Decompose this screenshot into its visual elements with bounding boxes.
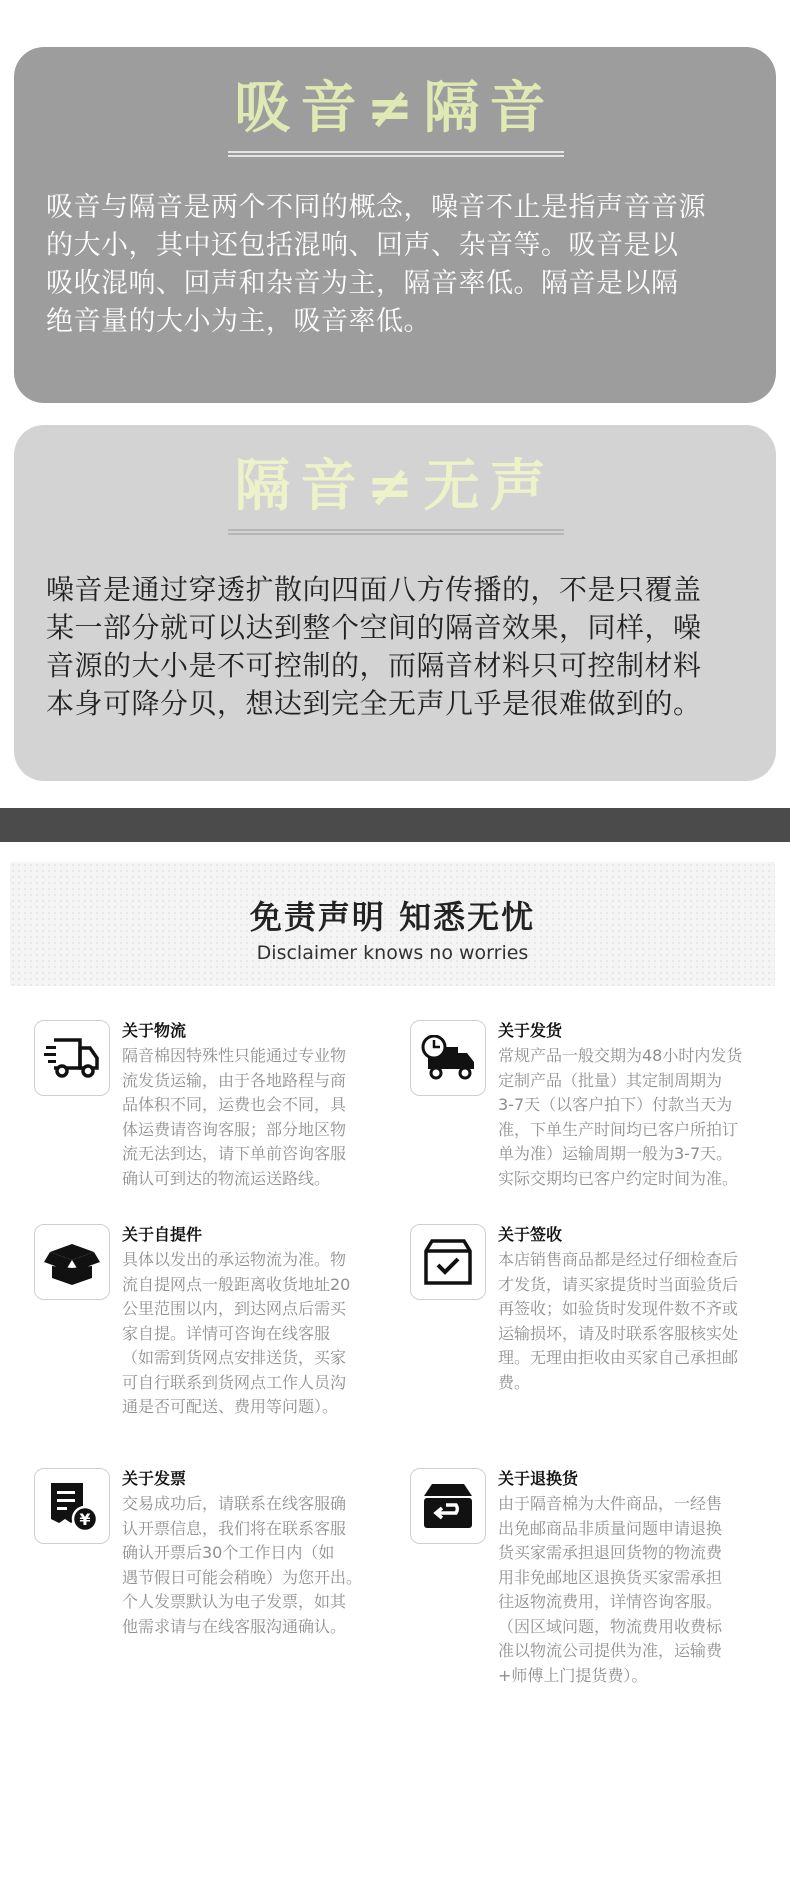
item-text-line: 具体以发出的承运物流为准。物 [122,1250,347,1269]
item-text-line: 公里范围以内，到达网点后需买 [122,1299,347,1318]
item-text-line: 3-7天（以客户拍下）付款当天为 [498,1095,733,1114]
section-divider-band [0,808,790,842]
return-box-icon [410,1468,486,1544]
disclaimer-header [10,862,775,986]
card-body-line: 本身可降分贝，想达到完全无声几乎是很难做到的。 [46,687,702,720]
item-text [122,1492,392,1639]
item-text-line: 流发货运输，由于各地路程与商 [122,1070,347,1090]
item-text-line: 准以物流公司提供为准，运输费 [498,1641,723,1660]
item-text [498,1044,768,1191]
item-title: 关于退换货 [498,1469,579,1488]
item-text [122,1044,392,1191]
item-text-line: 流自提网点一般距离收货地址20 [122,1274,351,1294]
card-body-line: 绝音量的大小为主，吸音率低。 [46,306,431,337]
item-text-line: 隔音棉因特殊性只能通过专业物 [122,1046,347,1065]
card-title: 隔音≠无声 [234,454,556,519]
item-text-line: 运输损坏，请及时联系客服核实处 [498,1323,739,1343]
clock-truck-icon [410,1020,486,1096]
title-divider [228,151,564,157]
item-text-line: 品体积不同，运费也会不同，具 [122,1095,347,1114]
item-text-line: 才发货，请买家提货时当面验货后 [498,1274,739,1294]
item-text-line: 费。 [498,1372,531,1392]
item-text-line: 通是否可配送、费用等问题）。 [122,1397,339,1416]
item-text-line: 交易成功后，请联系在线客服确 [122,1494,347,1513]
card-body [46,571,748,723]
item-text-line: 确认可到达的物流运送路线。 [122,1168,331,1188]
item-text-line: 货买家需承担退回货物的物流费 [498,1543,723,1562]
invoice-receipt-icon [34,1468,110,1544]
item-text-line: 定制产品（批量）其定制周期为 [498,1070,723,1090]
item-title: 关于签收 [498,1225,563,1244]
item-text-line: 准，下单生产时间均已客户所拍订 [498,1119,739,1139]
card-body-line: 的大小，其中还包括混响、回声、杂音等。吸音是以 [46,230,679,261]
item-text-line: 体运费请咨询客服；部分地区物 [122,1119,347,1139]
item-title: 关于发票 [122,1469,187,1488]
card-body [46,189,748,341]
item-text-line: 出免邮商品非质量问题申请退换 [498,1518,723,1538]
card-body-line: 音源的大小是不可控制的，而隔音材料只可控制材料 [46,649,702,682]
card-body-line: 噪音是通过穿透扩散向四面八方传播的，不是只覆盖 [46,573,702,606]
item-title: 关于物流 [122,1021,187,1040]
item-text-line: 理。无理由拒收由买家自己承担邮 [498,1348,739,1367]
disclaimer-title: 免责声明 知悉无忧 [249,898,536,936]
package-box-icon [34,1224,110,1300]
item-text-line: 常规产品一般交期为48小时内发货 [498,1046,743,1065]
item-text-line: 用非免邮地区退换货买家需承担 [498,1567,723,1587]
item-text-line: 认开票信息，我们将在联系客服 [122,1518,347,1538]
item-text-line: 实际交期均已客户约定时间为准。 [498,1168,739,1188]
item-text-line: 本店销售商品都是经过仔细检查后 [498,1250,739,1269]
item-text-line: （如需到货网点安排送货，买家 [122,1348,347,1367]
card-title: 吸音≠隔音 [234,76,556,141]
item-text-line: 家自提。详情可咨询在线客服 [122,1323,331,1343]
item-title: 关于自提件 [122,1225,203,1244]
item-text-line: 他需求请与在线客服沟通确认。 [122,1616,347,1636]
delivery-truck-icon [34,1020,110,1096]
card-body-line: 吸音与隔音是两个不同的概念，噪音不止是指声音音源 [46,192,706,223]
item-text-line: 可自行联系到货网点工作人员沟 [122,1372,347,1392]
title-divider [228,529,564,535]
item-text [498,1492,768,1688]
svg-text:¥: ¥ [79,1510,91,1529]
checked-box-icon [410,1224,486,1300]
info-card-sound-absorption [14,47,776,403]
item-text-line: 由于隔音棉为大件商品，一经售 [498,1494,723,1513]
card-body-line: 某一部分就可以达到整个空间的隔音效果，同样，噪 [46,611,702,644]
item-text-line: （因区域问题，物流费用收费标 [498,1616,723,1636]
item-text-line: +师傅上门提货费）。 [498,1665,648,1685]
item-text-line: 再签收；如验货时发现件数不齐或 [498,1299,739,1318]
item-text [122,1248,392,1420]
item-text-line: 个人发票默认为电子发票，如其 [122,1592,347,1611]
disclaimer-subtitle: Disclaimer knows no worries [256,942,529,964]
card-body-line: 吸收混响、回声和杂音为主，隔音率低。隔音是以隔 [46,268,679,299]
item-text [498,1248,768,1395]
item-text-line: 往返物流费用，详情咨询客服。 [498,1592,723,1611]
info-card-sound-insulation [14,425,776,781]
item-text-line: 单为准）运输周期一般为3-7天。 [498,1144,733,1163]
item-text-line: 确认开票后30个工作日内（如 [122,1543,335,1562]
item-title: 关于发货 [498,1021,563,1040]
item-text-line: 遇节假日可能会稍晚）为您开出。 [122,1567,363,1587]
item-text-line: 流无法到达，请下单前咨询客服 [122,1144,347,1163]
